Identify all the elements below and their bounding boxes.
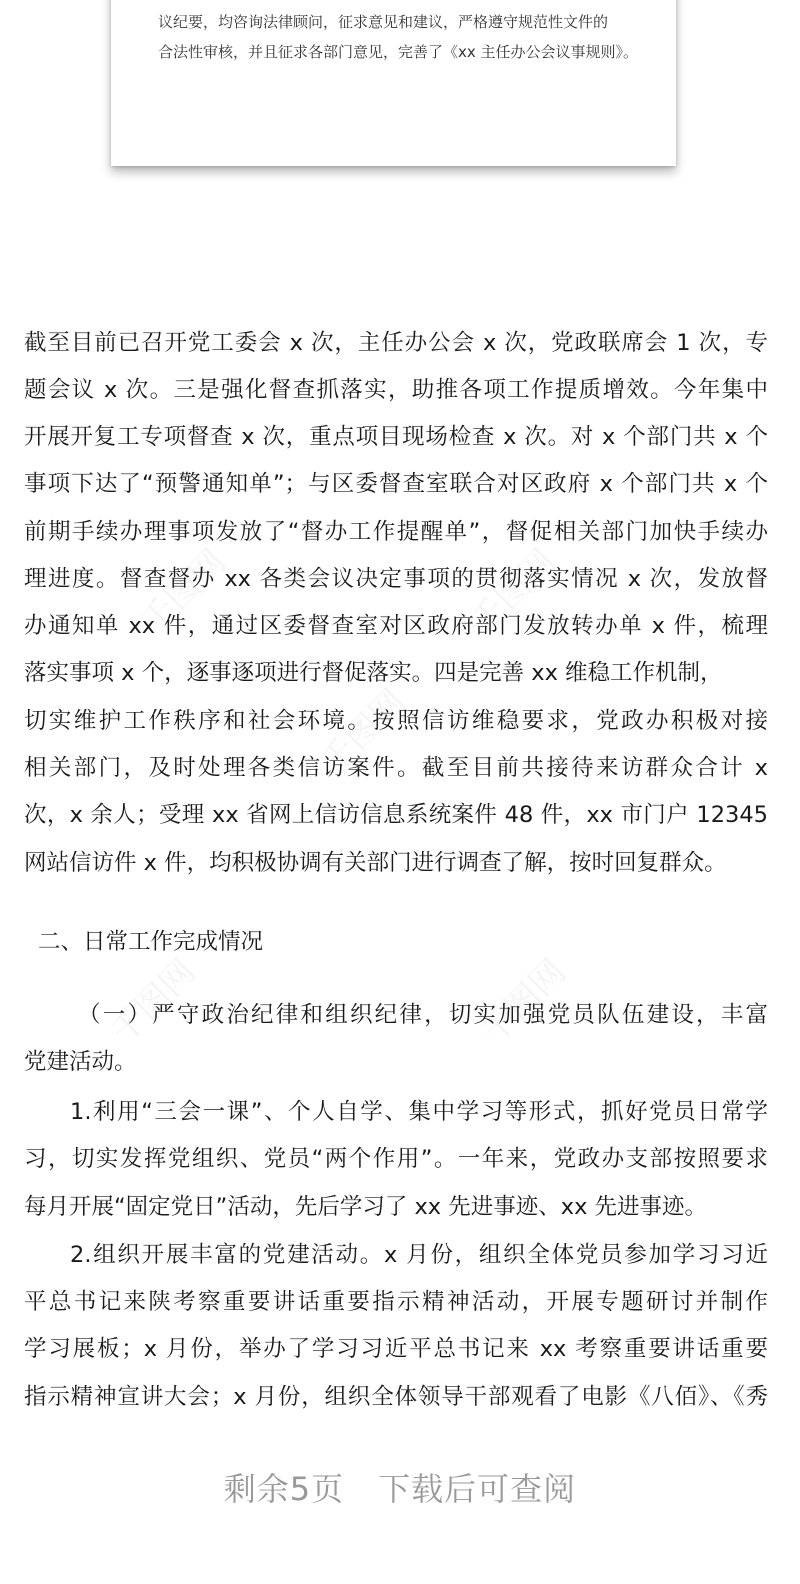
text-line: 2.组织开展丰富的党建活动。x 月份，组织全体党员参加学习习近 <box>70 1242 768 1268</box>
text-line: 习，切实发挥党组织、党员“两个作用”。一年来，党政办支部按照要求 <box>24 1146 768 1172</box>
download-prompt[interactable] <box>0 1467 800 1511</box>
remaining-pages-label: 剩余5页 <box>223 1470 345 1508</box>
text-line: 平总书记来陕考察重要讲话重要指示精神活动，开展专题研讨并制作 <box>24 1289 768 1315</box>
text-line: 指示精神宣讲大会；x 月份，组织全体领导干部观看了电影《八佰》、《秀 <box>24 1384 768 1410</box>
text-line: 题会议 x 次。三是强化督查抓落实，助推各项工作提质增效。今年集中 <box>24 377 768 403</box>
text-line: 开展开复工专项督查 x 次，重点项目现场检查 x 次。对 x 个部门共 x 个 <box>24 424 768 450</box>
card-text-line: 合法性审核，并且征求各部门意见，完善了《xx 主任办公会议事规则》。 <box>158 43 639 61</box>
text-line: 1.利用“三会一课”、个人自学、集中学习等形式，抓好党员日常学 <box>70 1099 768 1125</box>
section-heading: 二、日常工作完成情况 <box>38 929 264 955</box>
text-line: 事项下达了“预警通知单”；与区委督查室联合对区政府 x 个部门共 x 个 <box>24 471 768 497</box>
download-to-view-label: 下载后可查阅 <box>378 1470 577 1508</box>
text-line: 前期手续办理事项发放了“督办工作提醒单”，督促相关部门加快手续办 <box>24 519 768 545</box>
text-line: 次，x 余人；受理 xx 省网上信访信息系统案件 48 件，xx 市门户 12345 <box>24 802 768 828</box>
text-line: 落实事项 x 个，逐事逐项进行督促落实。四是完善 xx 维稳工作机制， <box>24 660 723 686</box>
text-line: 相关部门，及时处理各类信访案件。截至目前共接待来访群众合计 x <box>24 755 768 781</box>
text-line: 办通知单 xx 件，通过区委督查室对区政府部门发放转办单 x 件，梳理 <box>24 613 768 639</box>
text-line: 每月开展“固定党日”活动，先后学习了 xx 先进事迹、xx 先进事迹。 <box>24 1194 708 1220</box>
text-line: 截至目前已召开党工委会 x 次，主任办公会 x 次，党政联席会 1 次，专 <box>24 330 768 356</box>
previous-page-card <box>111 0 676 166</box>
text-line: 理进度。督查督办 xx 各类会议决定事项的贯彻落实情况 x 次，发放督 <box>24 566 768 592</box>
text-line: （一）严守政治纪律和组织纪律，切实加强党员队伍建设，丰富 <box>78 1002 768 1028</box>
card-text-line: 议纪要，均咨询法律顾问，征求意见和建议，严格遵守规范性文件的 <box>158 13 609 31</box>
text-line: 学习展板；x 月份，举办了学习习近平总书记来 xx 考察重要讲话重要 <box>24 1336 768 1362</box>
text-line: 党建活动。 <box>24 1049 137 1075</box>
text-line: 网站信访件 x 件，均积极协调有关部门进行调查了解，按时回复群众。 <box>24 850 727 876</box>
text-line: 切实维护工作秩序和社会环境。按照信访维稳要求，党政办积极对接 <box>24 708 768 734</box>
